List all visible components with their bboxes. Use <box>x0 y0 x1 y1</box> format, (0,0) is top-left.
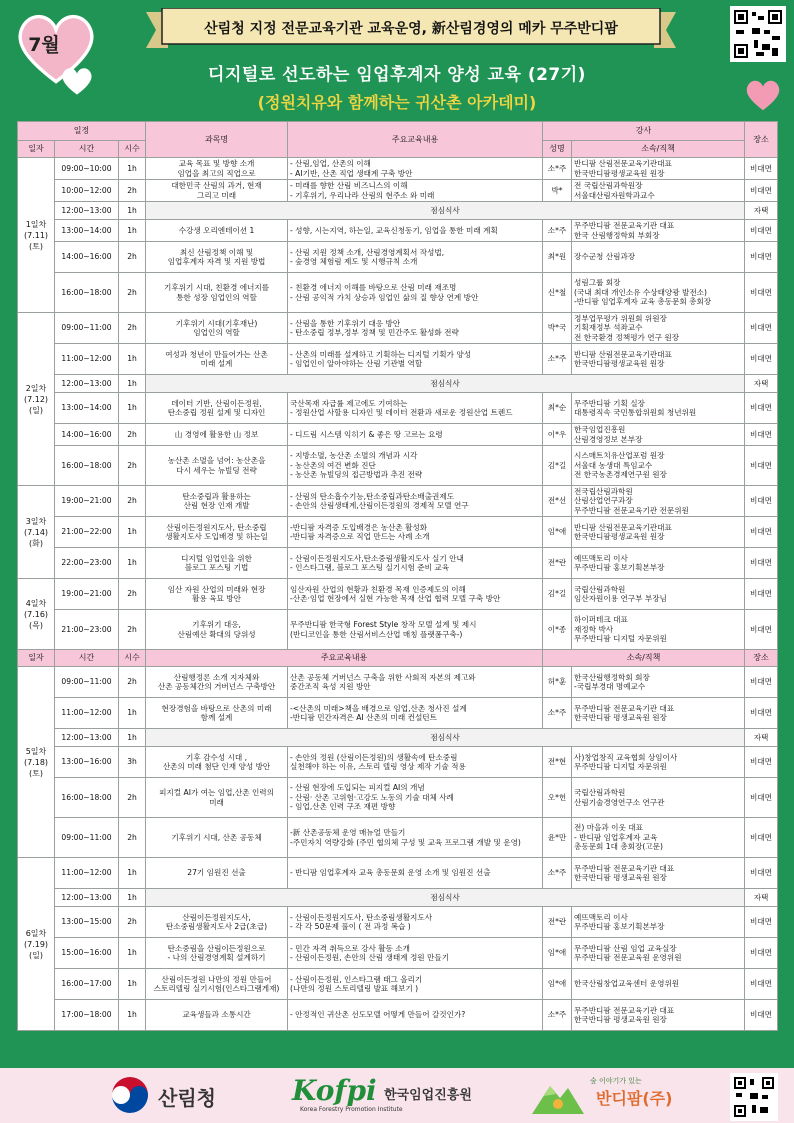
table-row <box>18 446 778 486</box>
time-cell: 10:00~12:00 <box>55 180 119 202</box>
course-cell: 기후위기 시대, 친환경 에너지를 통한 성장 임업인의 역할 <box>146 273 288 313</box>
table-row <box>18 242 778 273</box>
place-cell: 비대면 <box>745 858 778 889</box>
hours-cell: 1h <box>119 969 146 1000</box>
instructor-affil-cell: 무주반디팜 전문교육기관 대표 한국반디팜 평생교육원 원장 <box>572 1000 745 1031</box>
hours-cell: 1h <box>119 889 146 907</box>
time-cell: 14:00~16:00 <box>55 424 119 446</box>
time-cell: 09:00~11:00 <box>55 818 119 858</box>
table-row <box>18 579 778 610</box>
content-cell: - 지방소멸, 농산촌 소멸의 개념과 시각 - 농산촌의 여건 변화 진단 - 농산촌 뉴빌딩의 접근방법과 추진 전략 <box>288 446 543 486</box>
course-cell: 수강생 오리엔테이션 1 <box>146 220 288 242</box>
instructor-affil-cell: 무주반디팜 전문교육기관 대표 한국반디팜 평생교육원 원장 <box>572 858 745 889</box>
hours-cell: 2h <box>119 180 146 202</box>
instructor-affil-cell: 하이퍼테크 대표 재정학 박사 무주반디팜 디지털 자문위원 <box>572 610 745 650</box>
time-cell: 16:00~17:00 <box>55 969 119 1000</box>
instructor-affil-cell: 전국립산림과학원 산림산업연구과장 무주반디팜 전문교육기관 전문위원 <box>572 486 745 517</box>
header-hours: 시수 <box>119 141 146 158</box>
day-cell: 1일차 (7.11) (토) <box>18 158 55 313</box>
table-row <box>18 610 778 650</box>
table-row <box>18 818 778 858</box>
subheader-cell: 일자 <box>18 650 55 667</box>
hours-cell: 1h <box>119 375 146 393</box>
place-cell: 비대면 <box>745 747 778 778</box>
time-cell: 15:00~16:00 <box>55 938 119 969</box>
instructor-name-cell: 임*애 <box>543 517 572 548</box>
instructor-name-cell: 이*종 <box>543 610 572 650</box>
hours-cell: 2h <box>119 446 146 486</box>
lunch-cell: 점심식사 <box>146 729 745 747</box>
page-subtitle: (정원치유와 함께하는 귀산촌 아카데미) <box>257 93 537 112</box>
place-cell: 비대면 <box>745 393 778 424</box>
instructor-affil-cell: 한국산림창업교육센터 운영위원 <box>572 969 745 1000</box>
day-cell: 3일차 (7.14) (화) <box>18 486 55 579</box>
course-cell: 대한민국 산림의 과거, 현재 그리고 미래 <box>146 180 288 202</box>
hours-cell: 1h <box>119 548 146 579</box>
kofpi-logo-english: Korea Forestry Promotion Institute <box>300 1106 403 1113</box>
content-cell: 산촌 공동체 거버넌스 구축을 위한 사회적 자본의 제고와 중간조직 육성 지원 방안 <box>288 667 543 698</box>
place-cell: 비대면 <box>745 242 778 273</box>
hours-cell: 1h <box>119 938 146 969</box>
instructor-affil-cell: 국립산림과학원 임산자원이용 연구부 부장님 <box>572 579 745 610</box>
table-row <box>18 667 778 698</box>
page-title: 디지털로 선도하는 임업후계자 양성 교육 (27기) <box>208 65 586 85</box>
header <box>0 0 794 118</box>
course-cell: 탄소중립과 활용하는 산림 현장 인재 개발 <box>146 486 288 517</box>
time-cell: 19:00~21:00 <box>55 486 119 517</box>
hours-cell: 1h <box>119 393 146 424</box>
hours-cell: 1h <box>119 344 146 375</box>
table-row <box>18 778 778 818</box>
time-cell: 19:00~21:00 <box>55 579 119 610</box>
place-cell: 자택 <box>745 729 778 747</box>
hours-cell: 2h <box>119 610 146 650</box>
day-cell: 5일차 (7.18) (토) <box>18 667 55 858</box>
course-cell: 탄소중림을 산림이든정원으로 - 나의 산림경영계획 설계하기 <box>146 938 288 969</box>
table-row <box>18 180 778 202</box>
instructor-name-cell: 허*훈 <box>543 667 572 698</box>
instructor-affil-cell: 시스매트치유산업포럼 원장 서울대 농생대 특임교수 전 한국농촌경제연구원 원장 <box>572 446 745 486</box>
hours-cell: 2h <box>119 818 146 858</box>
table-row <box>18 938 778 969</box>
schedule-table <box>17 121 778 1031</box>
place-cell: 자택 <box>745 202 778 220</box>
bandifarm-slogan: 숲 이야기가 있는 <box>590 1077 642 1085</box>
instructor-name-cell: 임*애 <box>543 969 572 1000</box>
time-cell: 11:00~12:00 <box>55 344 119 375</box>
time-cell: 09:00~10:00 <box>55 158 119 180</box>
table-row <box>18 729 778 747</box>
instructor-affil-cell: 예뜨맥토리 이사 무주반디팜 홍보기획본부장 <box>572 907 745 938</box>
qr-code-icon[interactable] <box>730 6 786 62</box>
content-cell: - 반디팜 임업후계자 교육 총동문회 운영 소개 및 임원진 선출 <box>288 858 543 889</box>
table-row <box>18 969 778 1000</box>
instructor-affil-cell: 반디팜 산림전문교육기관대표 한국반디팜평생교육원 원장 <box>572 158 745 180</box>
content-cell: - 산림을 통한 기후위기 대응 방안 - 탄소중립 정부,정부 정책 및 민간주도 활성화 전략 <box>288 313 543 344</box>
place-cell: 비대면 <box>745 486 778 517</box>
ribbon-text: 산림청 지정 전문교육기관 교육운영, 新산림경영의 메카 무주반디팜 <box>204 21 618 37</box>
instructor-name-cell: 김*길 <box>543 446 572 486</box>
instructor-affil-cell: 사)창업창직 교육협회 상임이사 무주반디팜 디지털 자문위원 <box>572 747 745 778</box>
course-cell: 현장경험을 바탕으로 산촌의 미래 함께 설계 <box>146 698 288 729</box>
instructor-affil-cell: 한국임업진흥원 산림경영정보 본부장 <box>572 424 745 446</box>
time-cell: 12:00~13:00 <box>55 202 119 220</box>
table-row <box>18 889 778 907</box>
time-cell: 22:00~23:00 <box>55 548 119 579</box>
kfs-logo-text: 산림청 <box>158 1086 216 1110</box>
hours-cell: 1h <box>119 858 146 889</box>
header-place: 장소 <box>745 122 778 158</box>
table-row <box>18 858 778 889</box>
subheader-cell: 장소 <box>745 650 778 667</box>
subheader-cell: 시간 <box>55 650 119 667</box>
content-cell: - 산림 현장에 도입되는 피지컬 AI의 개념 - 산림· 산촌 고위험·고강도 노동의 기술 대체 사례 - 임업,산촌 인력 구조 재편 방향 <box>288 778 543 818</box>
table-row <box>18 548 778 579</box>
course-cell: 디지털 임업인을 위한 블로그 포스팅 기법 <box>146 548 288 579</box>
time-cell: 21:00~23:00 <box>55 610 119 650</box>
kofpi-logo-korean: 한국임업진흥원 <box>384 1088 472 1103</box>
course-cell: 기후 감수성 시대 , 산촌의 미래 첨단 인재 양성 방안 <box>146 747 288 778</box>
content-cell: - 산림이든정원지도사, 탄소중림생활지도사 - 각 각 50문제 풀이 ( 전 과정 복습 ) <box>288 907 543 938</box>
table-row <box>18 344 778 375</box>
instructor-affil-cell: 전 국립산림과학원장 서울대산림자원학과교수 <box>572 180 745 202</box>
course-cell: 최신 산림정책 이해 및 임업후계자 자격 및 지원 방법 <box>146 242 288 273</box>
bandifarm-mountain-logo-icon <box>530 1074 586 1116</box>
content-cell: 무주반디팜 한국형 Forest Style 창작 모델 설계 및 제시 (반디코인을 통한 산림서비스산업 매칭 플랫폼구축-) <box>288 610 543 650</box>
hours-cell: 2h <box>119 667 146 698</box>
table-row <box>18 313 778 344</box>
hours-cell: 2h <box>119 424 146 446</box>
instructor-name-cell: 최*순 <box>543 393 572 424</box>
content-cell: - 산림 지원 정책 소개, 산림경영계획서 작성법, - 숲경영 체험림 제도 및 시행규칙 소개 <box>288 242 543 273</box>
place-cell: 비대면 <box>745 517 778 548</box>
place-cell: 비대면 <box>745 548 778 579</box>
time-cell: 09:00~11:00 <box>55 667 119 698</box>
lunch-cell: 점심식사 <box>146 889 745 907</box>
time-cell: 17:00~18:00 <box>55 1000 119 1031</box>
instructor-affil-cell: 예뜨맥토리 이사 무주반디팜 홍보기획본부장 <box>572 548 745 579</box>
place-cell: 비대면 <box>745 818 778 858</box>
table-row <box>18 424 778 446</box>
day-cell: 6일차 (7.19) (일) <box>18 858 55 1031</box>
table-row <box>18 907 778 938</box>
header-time: 시간 <box>55 141 119 158</box>
hours-cell: 2h <box>119 242 146 273</box>
time-cell: 16:00~18:00 <box>55 273 119 313</box>
content-cell: - 안정적인 귀산촌 선도모델 어떻게 만들어 갈것인가? <box>288 1000 543 1031</box>
place-cell: 비대면 <box>745 313 778 344</box>
schedule-table-wrap <box>17 121 777 1031</box>
instructor-name-cell: 소*주 <box>543 1000 572 1031</box>
content-cell: -新 산촌공동체 운영 매뉴얼 만들기 -주민자치 역량강화 (주민 협의체 구성 및 교육 프로그램 개발 및 운영) <box>288 818 543 858</box>
hours-cell: 1h <box>119 698 146 729</box>
course-cell: 교육 목표 및 방향 소개 임업을 최고의 직업으로 <box>146 158 288 180</box>
instructor-name-cell: 전*란 <box>543 907 572 938</box>
hours-cell: 2h <box>119 273 146 313</box>
place-cell: 비대면 <box>745 158 778 180</box>
place-cell: 비대면 <box>745 446 778 486</box>
place-cell: 자택 <box>745 375 778 393</box>
place-cell: 비대면 <box>745 778 778 818</box>
hours-cell: 3h <box>119 747 146 778</box>
content-cell: - 손안의 정원 (산림이든정원)의 생활속에 탄소중림 실천해야 하는 이유, 스토리 텔링 영상 제작 기술 적용 <box>288 747 543 778</box>
place-cell: 비대면 <box>745 667 778 698</box>
instructor-affil-cell: 정부업무평가 위원회 위원장 기획재정부 석좌교수 전 한국환경 정책평가 연구 원장 <box>572 313 745 344</box>
hours-cell: 1h <box>119 1000 146 1031</box>
instructor-name-cell: 박*국 <box>543 313 572 344</box>
instructor-affil-cell: 반디팜 산림전문교육기관대표 한국반디팜평생교육원 원장 <box>572 344 745 375</box>
course-cell: 기후위기 시대, 산촌 공동체 <box>146 818 288 858</box>
place-cell: 비대면 <box>745 424 778 446</box>
table-subheader-row <box>18 650 778 667</box>
place-cell: 비대면 <box>745 907 778 938</box>
hours-cell: 1h <box>119 202 146 220</box>
hours-cell: 2h <box>119 313 146 344</box>
table-row <box>18 486 778 517</box>
time-cell: 13:00~14:00 <box>55 220 119 242</box>
course-cell: 임산 자원 산업의 미래와 현장 활용 육묘 방안 <box>146 579 288 610</box>
course-cell: 데이터 기반, 산림이든정원, 탄소중립 정원 설계 및 디자인 <box>146 393 288 424</box>
course-cell: 산림이든정원지도사, 탄소중림생활지도사 2급(초급) <box>146 907 288 938</box>
day-cell: 4일차 (7.16) (목) <box>18 579 55 650</box>
instructor-affil-cell: 장수군청 산림과장 <box>572 242 745 273</box>
header-content: 주요교육내용 <box>288 122 543 158</box>
place-cell: 비대면 <box>745 698 778 729</box>
content-cell: - 산림의 탄소흡수기능,탄소중립과탄소배출권제도 - 손안의 산림생태계,산림이든정원의 경제적 모델 연구 <box>288 486 543 517</box>
instructor-affil-cell: 국립산림과학원 산림기술경영연구소 연구관 <box>572 778 745 818</box>
kofpi-logo-text: Kofpi <box>292 1074 377 1107</box>
instructor-name-cell: 소*주 <box>543 158 572 180</box>
hours-cell: 2h <box>119 778 146 818</box>
course-cell: 피지컬 AI가 여는 임업,산촌 인력의 미래 <box>146 778 288 818</box>
time-cell: 11:00~12:00 <box>55 858 119 889</box>
hours-cell: 1h <box>119 158 146 180</box>
instructor-affil-cell: 전) 마을과 이웃 대표 - 반디팜 임업후계자 교육 총동문회 1대 총회장(고문) <box>572 818 745 858</box>
hours-cell: 1h <box>119 517 146 548</box>
lunch-cell: 점심식사 <box>146 375 745 393</box>
place-cell: 비대면 <box>745 610 778 650</box>
course-cell: 교육생들과 소통시간 <box>146 1000 288 1031</box>
bandifarm-logo-text: 반디팜(주) <box>596 1089 673 1108</box>
time-cell: 13:00~16:00 <box>55 747 119 778</box>
place-cell: 비대면 <box>745 969 778 1000</box>
instructor-name-cell: 최*원 <box>543 242 572 273</box>
table-row <box>18 517 778 548</box>
table-row <box>18 220 778 242</box>
instructor-affil-cell: 반디팜 산림전문교육기관대표 한국반디팜평생교육원 원장 <box>572 517 745 548</box>
instructor-affil-cell: 무주반디팜 전문교육기관 대표 한국 산림행정학회 부회장 <box>572 220 745 242</box>
course-cell: 여성과 청년이 만들어가는 산촌 미래 설계 <box>146 344 288 375</box>
time-cell: 21:00~22:00 <box>55 517 119 548</box>
instructor-name-cell: 전*란 <box>543 548 572 579</box>
instructor-affil-cell: 무주반디팜 전문교육기관 대표 한국반디팜 평생교육원 원장 <box>572 698 745 729</box>
header-day: 일자 <box>18 141 55 158</box>
course-cell: 27기 임원진 선출 <box>146 858 288 889</box>
hours-cell: 2h <box>119 486 146 517</box>
course-cell: 기후위기 대응, 산림예산 확대의 당위성 <box>146 610 288 650</box>
instructor-name-cell: 임*애 <box>543 938 572 969</box>
table-row <box>18 747 778 778</box>
content-cell: 국산목재 자급률 제고에도 기여하는 - 정원산업 사할용 디자인 및 데이터 전환과 새로운 정원산업 트렌드 <box>288 393 543 424</box>
place-cell: 비대면 <box>745 579 778 610</box>
table-row <box>18 1000 778 1031</box>
subheader-cell: 시수 <box>119 650 146 667</box>
instructor-affil-cell: 무주반디팜 산림 임업 교육실장 무주반디팜 전문교육원 운영위원 <box>572 938 745 969</box>
instructor-name-cell: 소*주 <box>543 858 572 889</box>
course-cell: 산림이든정원지도사, 탄소중립 생활지도사 도입배경 및 하는일 <box>146 517 288 548</box>
instructor-name-cell: 신*철 <box>543 273 572 313</box>
table-row <box>18 273 778 313</box>
subheader-cell: 소속/직책 <box>543 650 745 667</box>
place-cell: 비대면 <box>745 1000 778 1031</box>
hours-cell: 1h <box>119 729 146 747</box>
hours-cell: 2h <box>119 907 146 938</box>
header-instructor: 강사 <box>543 122 745 141</box>
content-cell: - 미래를 향한 산림 비즈니스의 이해 - 기후위기, 우리나라 산림의 현주소 와 미래 <box>288 180 543 202</box>
time-cell: 14:00~16:00 <box>55 242 119 273</box>
time-cell: 12:00~13:00 <box>55 889 119 907</box>
place-cell: 자택 <box>745 889 778 907</box>
table-row <box>18 698 778 729</box>
content-cell: - 산림이든정원, 인스타그램 태그 올리기 (나만의 정원 스토리텔링 발표 해보기 ) <box>288 969 543 1000</box>
instructor-affil-cell: 한국산림행정학회 회장 -국립부경대 명예교수 <box>572 667 745 698</box>
course-cell: 농산촌 소멸을 넘어: 농산촌을 다시 세우는 뉴빌딩 전략 <box>146 446 288 486</box>
instructor-name-cell: 윤*만 <box>543 818 572 858</box>
table-row <box>18 393 778 424</box>
instructor-name-cell: 소*주 <box>543 698 572 729</box>
qr-code-icon[interactable] <box>730 1073 778 1121</box>
content-cell: -<산촌의 미래>책을 배경으로 임업,산촌 청사진 설계 -반디팜 민간자격은 AI 산촌의 미래 컨설턴트 <box>288 698 543 729</box>
time-cell: 13:00~14:00 <box>55 393 119 424</box>
header-affil: 소속/직책 <box>572 141 745 158</box>
hours-cell: 1h <box>119 220 146 242</box>
time-cell: 16:00~18:00 <box>55 778 119 818</box>
content-cell: - 성향, 시는지역, 하는일, 교육신청동기, 임업을 통한 미래 계획 <box>288 220 543 242</box>
header-name: 성명 <box>543 141 572 158</box>
place-cell: 비대면 <box>745 938 778 969</box>
content-cell: - 디드림 시스템 익히기 & 좋은 땅 고르는 요령 <box>288 424 543 446</box>
instructor-affil-cell: 무주반디팜 기획 실장 대통령직속 국민통합위원회 청년위원 <box>572 393 745 424</box>
course-cell: 山 경영에 활용한 山 정보 <box>146 424 288 446</box>
instructor-name-cell: 박* <box>543 180 572 202</box>
course-cell: 산림이든정원 나만의 정원 만들어 스토리텔링 실기시험(인스타그램게재) <box>146 969 288 1000</box>
instructor-name-cell: 김*길 <box>543 579 572 610</box>
instructor-name-cell: 전*선 <box>543 486 572 517</box>
subheader-cell: 주요교육내용 <box>146 650 543 667</box>
content-cell: - 친환경 에너지 이해를 바탕으로 산림 미래 재조명 - 산림 공익적 가치 상승과 임업인 삶의 질 향상 연계 방안 <box>288 273 543 313</box>
lunch-cell: 점심식사 <box>146 202 745 220</box>
content-cell: 임산자원 산업의 현황과 친환경 목재 인증제도의 이해 -산촌·임업 현장에서 실현 가능한 목재 산업 협력 모델 구축 방안 <box>288 579 543 610</box>
place-cell: 비대면 <box>745 220 778 242</box>
content-cell: - 민간 자격 취득으로 강사 활동 소개 - 산림이든정원, 손안의 산림 생태계 정원 만들기 <box>288 938 543 969</box>
course-cell: 기후위기 시대(기후재난) 임업인의 역할 <box>146 313 288 344</box>
time-cell: 16:00~18:00 <box>55 446 119 486</box>
place-cell: 비대면 <box>745 180 778 202</box>
course-cell: 산림행정론 소개 지자체와 산촌 공동체간의 거버넌스 구축방안 <box>146 667 288 698</box>
instructor-name-cell: 전*현 <box>543 747 572 778</box>
place-cell: 비대면 <box>745 273 778 313</box>
instructor-name-cell: 이*우 <box>543 424 572 446</box>
instructor-name-cell: 소*주 <box>543 220 572 242</box>
time-cell: 12:00~13:00 <box>55 375 119 393</box>
time-cell: 11:00~12:00 <box>55 698 119 729</box>
day-cell: 2일차 (7.12) (일) <box>18 313 55 486</box>
content-cell: - 산림,임업, 산촌의 이해 - AI기반, 산촌 직업 생태계 구축 방안 <box>288 158 543 180</box>
time-cell: 12:00~13:00 <box>55 729 119 747</box>
place-cell: 비대면 <box>745 344 778 375</box>
month-label: 7월 <box>28 34 60 56</box>
table-row <box>18 375 778 393</box>
time-cell: 13:00~15:00 <box>55 907 119 938</box>
content-cell: -반디팜 자격증 도입배경은 농산촌 활성화 -반디팜 자격증으로 직업 만드는 사례 소개 <box>288 517 543 548</box>
header-schedule: 일정 <box>18 122 146 141</box>
table-row <box>18 202 778 220</box>
instructor-name-cell: 소*주 <box>543 344 572 375</box>
content-cell: - 산림이든정원지도사,탄소중림생활지도사 실기 안내 - 인스타그램, 블로그 포스팅 실기시험 준비 교육 <box>288 548 543 579</box>
instructor-affil-cell: 성림그룹 회장 (국내 최대 개인소유 수상태양광 발전소) -반디팜 임업후계자 교육 총동문회 총회장 <box>572 273 745 313</box>
hours-cell: 2h <box>119 579 146 610</box>
content-cell: - 산촌의 미래를 설계하고 기획하는 디지털 기획가 양성 - 임업인이 알아야하는 산림 기관별 역할 <box>288 344 543 375</box>
time-cell: 09:00~11:00 <box>55 313 119 344</box>
table-row <box>18 158 778 180</box>
header-course: 과목명 <box>146 122 288 158</box>
instructor-name-cell: 오*헌 <box>543 778 572 818</box>
korea-forest-service-logo-icon <box>110 1075 150 1115</box>
